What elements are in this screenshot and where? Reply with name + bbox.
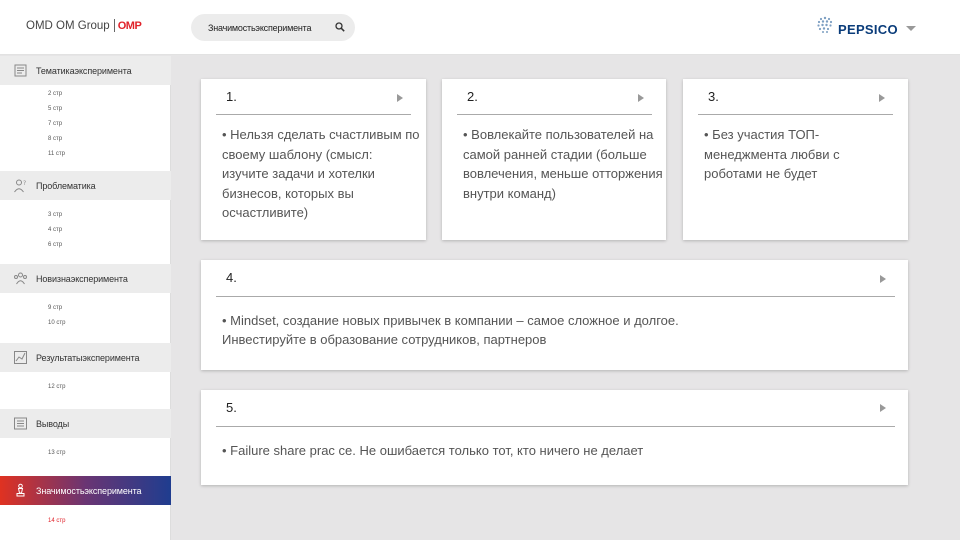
arrow-right-icon[interactable] <box>880 404 886 412</box>
sidebar-section-label: Результатыэксперимента <box>36 352 140 363</box>
page-link[interactable]: 11 стр <box>48 151 65 157</box>
sidebar-section-label: Новизнаэксперимента <box>36 273 128 284</box>
search-bar[interactable] <box>191 14 355 41</box>
card-divider <box>216 296 895 297</box>
company-logo[interactable] <box>26 19 141 32</box>
omp-logo-mark: OMP <box>117 19 142 32</box>
logo-text: OMD OM Group <box>26 19 110 32</box>
sidebar-section-label: Проблематика <box>36 180 96 191</box>
card-divider <box>216 426 895 427</box>
card-text: Инвестируйте в образование сотрудников, партнеров <box>222 332 547 347</box>
sidebar <box>0 56 171 540</box>
chess-icon <box>12 483 28 499</box>
card-text: • Без участия ТОП-менеджмента любви с роботами не будет <box>704 127 840 181</box>
page-link[interactable]: 13 стр <box>48 450 66 456</box>
person-question-icon <box>12 178 28 194</box>
sidebar-section-label: Значимостьэксперимента <box>36 485 142 496</box>
chevron-down-icon[interactable] <box>906 26 916 31</box>
brand-name: PEPSICO <box>838 21 898 37</box>
insight-card-2[interactable] <box>442 79 666 240</box>
insight-card-5[interactable] <box>201 390 908 485</box>
card-number: 5. <box>226 400 237 415</box>
top-header <box>0 0 960 55</box>
page-link[interactable]: 7 стр <box>48 121 63 127</box>
people-icon <box>12 271 28 287</box>
page-link-active[interactable]: 14 стр <box>48 518 66 524</box>
sidebar-section-significance[interactable] <box>0 476 171 505</box>
insight-card-1[interactable] <box>201 79 426 240</box>
page-link[interactable]: 5 стр <box>48 106 63 112</box>
arrow-right-icon[interactable] <box>638 94 644 102</box>
list-icon <box>12 416 28 432</box>
card-number: 2. <box>467 89 478 104</box>
arrow-right-icon[interactable] <box>880 275 886 283</box>
search-query: Значимостьэксперимента <box>208 22 312 33</box>
card-number: 3. <box>708 89 719 104</box>
page-link[interactable]: 4 стр <box>48 227 63 233</box>
sidebar-section-label: Тематикаэксперимента <box>36 65 132 76</box>
card-text: • Нельзя сделать счастливым по своему шаблону (смысл: изучите задачи и хотелки бизнесов, которых вы осчастливите) <box>222 127 420 220</box>
card-text: • Failure share prac ce. Не ошибается только тот, кто ничего не делает <box>222 443 644 458</box>
page-link[interactable]: 2 стр <box>48 91 63 97</box>
sidebar-section-conclusions[interactable] <box>0 409 171 438</box>
arrow-right-icon[interactable] <box>879 94 885 102</box>
insight-card-3[interactable] <box>683 79 908 240</box>
card-text: • Mindset, создание новых привычек в компании – самое сложное и долгое. <box>222 313 679 328</box>
globe-icon <box>816 15 834 35</box>
arrow-right-icon[interactable] <box>397 94 403 102</box>
card-number: 4. <box>226 270 237 285</box>
search-icon[interactable] <box>335 22 345 32</box>
page-link[interactable]: 3 стр <box>48 212 63 218</box>
sidebar-section-topic[interactable] <box>0 56 171 85</box>
card-text: • Вовлекайте пользователей на самой ранней стадии (больше вовлечения, меньше отторжения внутри команд) <box>463 127 663 201</box>
page-link[interactable]: 12 стр <box>48 384 66 390</box>
chart-icon <box>12 350 28 366</box>
page-link[interactable]: 8 стр <box>48 136 63 142</box>
page-link[interactable]: 10 стр <box>48 320 66 326</box>
sidebar-section-novelty[interactable] <box>0 264 171 293</box>
card-number: 1. <box>226 89 237 104</box>
card-divider <box>457 114 652 115</box>
svg-text:?: ? <box>22 180 26 187</box>
pepsico-brand[interactable] <box>816 10 916 40</box>
sidebar-section-problems[interactable] <box>0 171 171 200</box>
page-link[interactable]: 6 стр <box>48 242 63 248</box>
logo-separator <box>114 19 115 32</box>
document-icon <box>12 63 28 79</box>
page-link[interactable]: 9 стр <box>48 305 63 311</box>
sidebar-section-label: Выводы <box>36 418 70 429</box>
card-divider <box>216 114 411 115</box>
insight-card-4[interactable] <box>201 260 908 370</box>
card-divider <box>698 114 893 115</box>
sidebar-section-results[interactable] <box>0 343 171 372</box>
